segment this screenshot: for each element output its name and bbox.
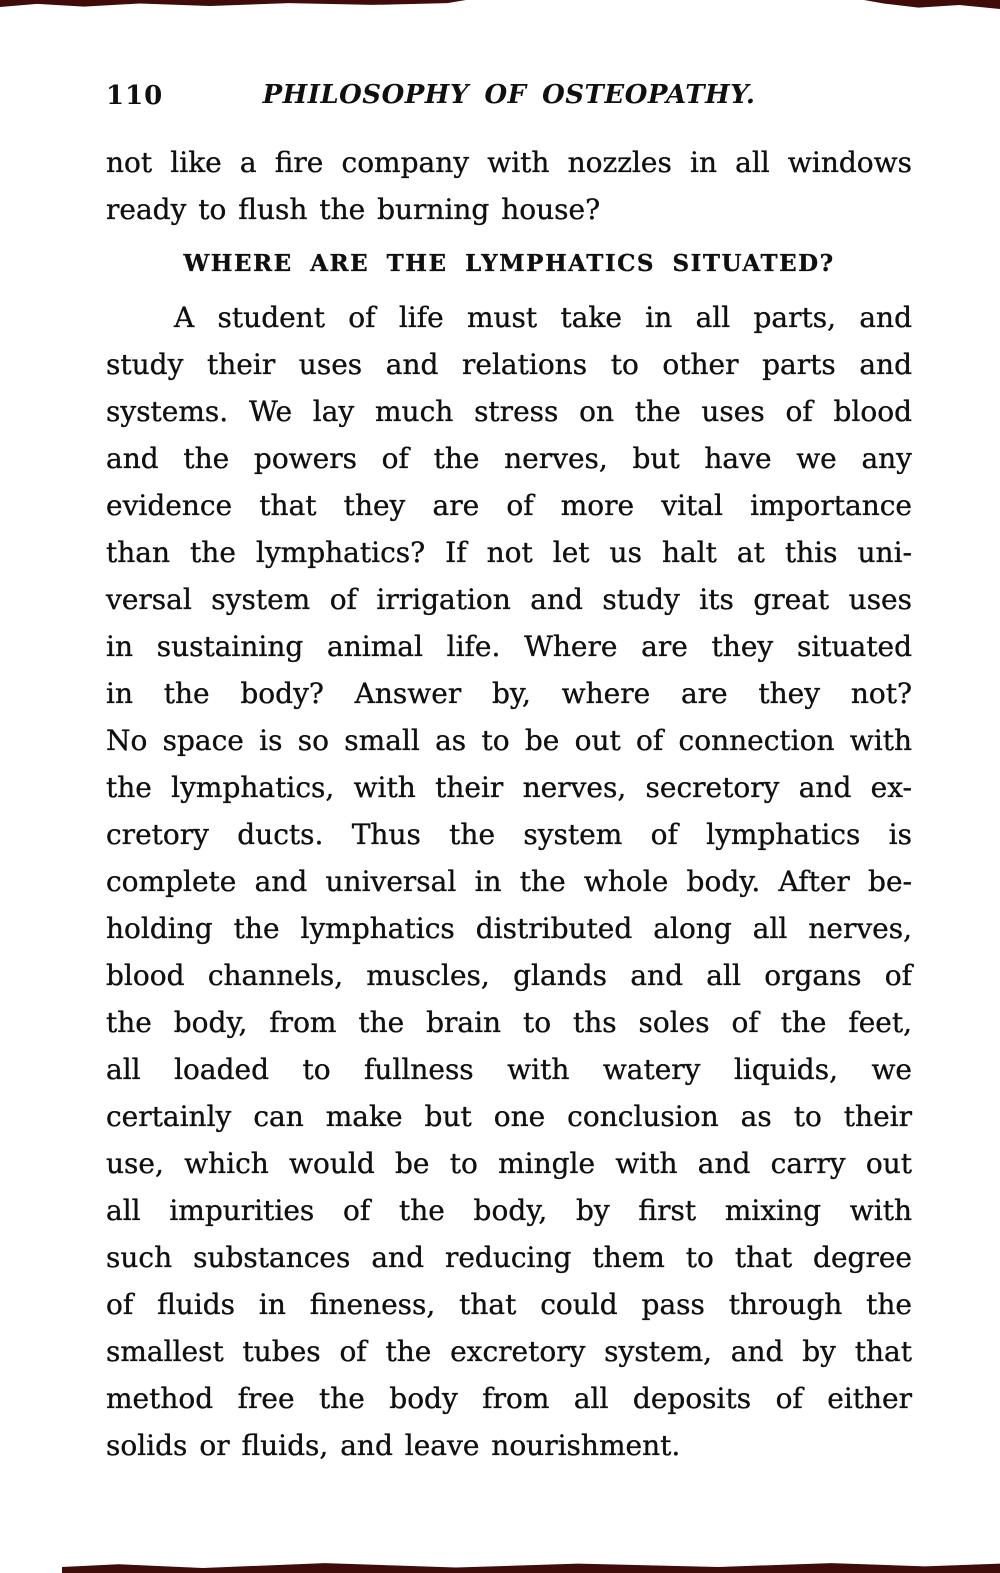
text-line: use, which would be to mingle with and carry out [106,1147,912,1180]
text-line: of fluids in fineness, that could pass through the [106,1288,912,1321]
section-heading: WHERE ARE THE LYMPHATICS SITUATED? [183,250,835,277]
text-line: versal system of irrigation and study its great uses [106,583,912,616]
text-line: cretory ducts. Thus the system of lymphatics is [106,818,912,851]
text-line: blood channels, muscles, glands and all organs of [106,959,912,992]
text-line: evidence that they are of more vital importance [106,489,912,522]
text-line: No space is so small as to be out of connection with [106,724,912,757]
running-title: PHILOSOPHY OF OSTEOPATHY. [262,80,756,110]
text-line: the body, from the brain to ths soles of the feet, [106,1006,912,1039]
text-line: the lymphatics, with their nerves, secretory and ex- [106,771,912,804]
text-line: all impurities of the body, by first mixing with [106,1194,912,1227]
text-line: smallest tubes of the excretory system, and by that [106,1335,912,1368]
text-line: systems. We lay much stress on the uses of blood [106,395,912,428]
text-line: than the lymphatics? If not let us halt at this uni- [106,536,912,569]
text-line: method free the body from all deposits of either [106,1382,912,1415]
running-header [106,80,912,116]
page-number: 110 [106,81,164,111]
text-line: such substances and reducing them to that degree [106,1241,912,1274]
text-line: all loaded to fullness with watery liquids, we [106,1053,912,1086]
text-line: not like a fire company with nozzles in all windows [106,146,912,179]
scan-edge-artifact-top-left [0,0,466,7]
text-line: and the powers of the nerves, but have we any [106,442,912,475]
paragraph-continuation [106,139,912,233]
text-line: ready to flush the burning house? [106,193,601,226]
text-line: complete and universal in the whole body. After be- [106,865,912,898]
text-line: certainly can make but one conclusion as to their [106,1100,912,1133]
text-line: in the body? Answer by, where are they not? [106,677,912,710]
scan-edge-artifact-bottom [62,1562,1000,1573]
text-line: study their uses and relations to other parts and [106,348,912,381]
scan-edge-artifact-top-right [864,0,1000,9]
text-line: holding the lymphatics distributed along all nerves, [106,912,912,945]
paragraph-main [106,294,912,1469]
text-line: solids or fluids, and leave nourishment. [106,1429,681,1462]
text-line: in sustaining animal life. Where are they situated [106,630,912,663]
text-line: A student of life must take in all parts, and [174,301,912,334]
